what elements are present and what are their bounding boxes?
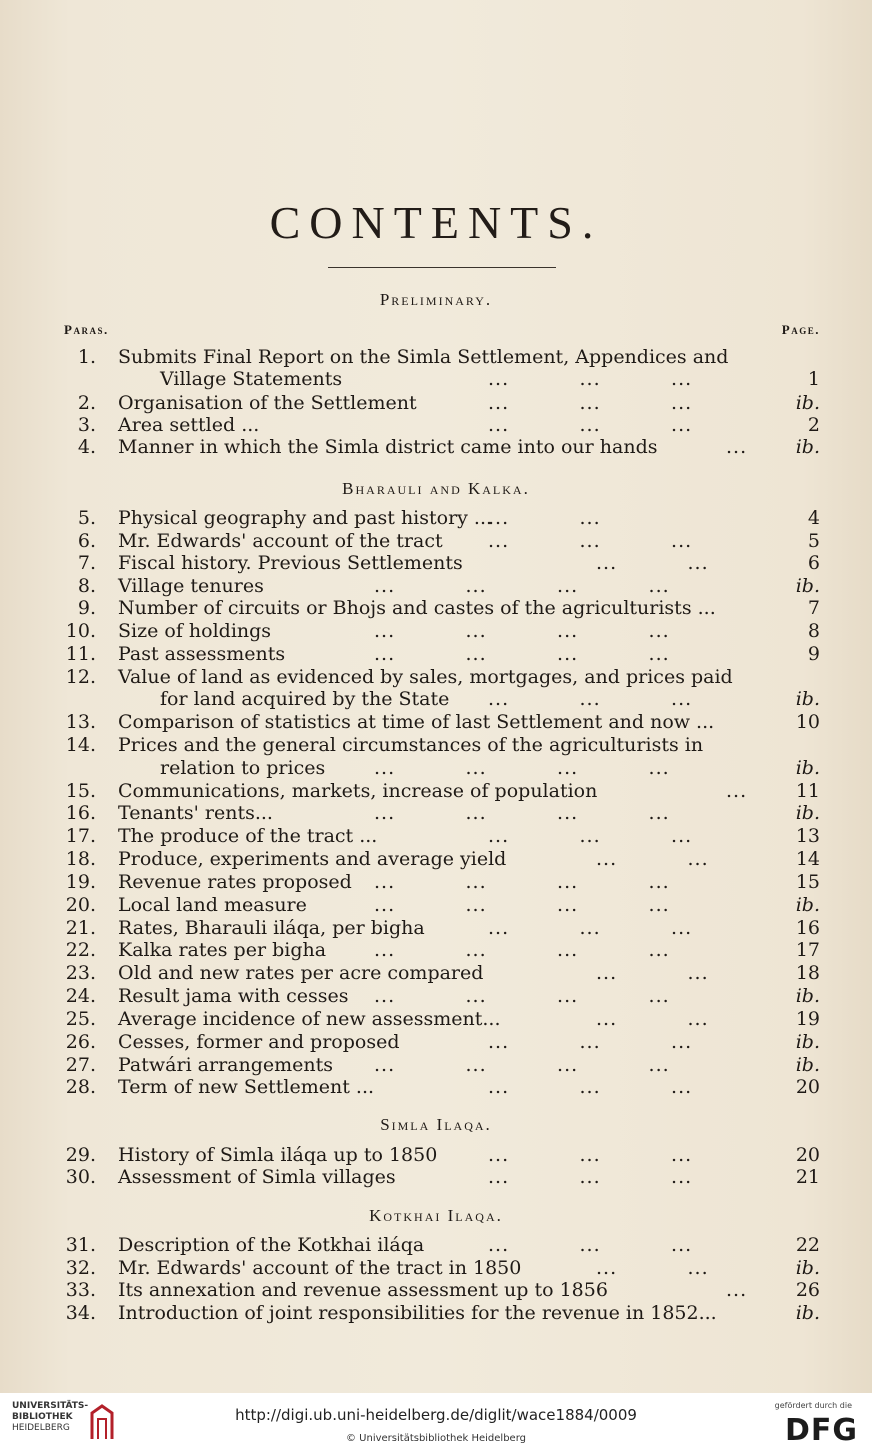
leader-dots: ... ... [596, 962, 709, 984]
para-number: 18. [65, 848, 96, 870]
contents-entry [0, 436, 872, 458]
leader-dots: ... ... ... ... [374, 643, 670, 665]
page-number: 20 [795, 1076, 820, 1098]
entry-text: Its annexation and revenue assessment up to 1856 [118, 1279, 608, 1301]
contents-entry [0, 597, 872, 619]
contents-entry [0, 1166, 872, 1188]
leader-dots: ... ... ... ... [374, 871, 670, 893]
page-column-heading: Page. [781, 322, 820, 337]
contents-entry [0, 1234, 872, 1256]
leader-dots: ... ... ... ... [374, 985, 670, 1007]
leader-dots: ... ... ... [488, 530, 693, 552]
page-number: 15 [795, 871, 820, 893]
para-number: 28. [65, 1076, 96, 1098]
contents-entry [0, 825, 872, 847]
para-number: 30. [65, 1166, 96, 1188]
entry-text: Produce, experiments and average yield [118, 848, 507, 870]
entry-text: Description of the Kotkhai iláqa [118, 1234, 425, 1256]
contents-entry [0, 552, 872, 574]
para-number: 16. [65, 802, 96, 824]
contents-entry [0, 802, 872, 824]
contents-entry [0, 1008, 872, 1030]
leader-dots: ... ... ... [488, 1031, 693, 1053]
contents-entry [0, 1031, 872, 1053]
leader-dots: ... ... ... [488, 1144, 693, 1166]
entry-text: The produce of the tract ... [118, 825, 378, 847]
entry-text: Organisation of the Settlement [118, 392, 417, 414]
para-number: 10. [65, 620, 96, 642]
page-title: CONTENTS. [269, 197, 603, 248]
entry-text: Number of circuits or Bhojs and castes of the agriculturists ... [118, 597, 716, 619]
contents-entry [0, 620, 872, 642]
contents-entry [0, 848, 872, 870]
entry-text: Communications, markets, increase of population [118, 780, 598, 802]
page-number: 17 [795, 939, 820, 961]
para-number: 7. [77, 552, 96, 574]
contents-entry [0, 780, 872, 802]
entry-text: Past assessments [118, 643, 286, 665]
leader-dots: ... ... ... [488, 414, 693, 436]
entry-text: Area settled ... [118, 414, 260, 436]
leader-dots: ... ... ... ... [374, 894, 670, 916]
leader-dots: ... ... ... ... [374, 575, 670, 597]
funded-by-text: gefördert durch die [774, 1401, 852, 1410]
leader-dots: ... ... ... [488, 1166, 693, 1188]
page-number: ib. [795, 688, 820, 710]
entry-text: Local land measure [118, 894, 307, 916]
page-number: 21 [795, 1166, 820, 1188]
leader-dots: ... ... [596, 848, 709, 870]
entry-text: Physical geography and past history ... [118, 507, 493, 529]
page-number: ib. [795, 1302, 820, 1324]
leader-dots: ... ... ... [488, 1076, 693, 1098]
entry-text: Comparison of statistics at time of last Settlement and now ... [118, 711, 715, 733]
para-number: 27. [65, 1054, 96, 1076]
page-number: 16 [795, 917, 820, 939]
page-number: 8 [807, 620, 820, 642]
leader-dots: ... ... [488, 507, 601, 529]
leader-dots: ... ... ... [488, 392, 693, 414]
leader-dots: ... ... ... ... [374, 757, 670, 779]
page-number: 19 [795, 1008, 820, 1030]
page-number: ib. [795, 1257, 820, 1279]
entry-text: Introduction of joint responsibilities for the revenue in 1852... [118, 1302, 717, 1324]
page-number: 11 [795, 780, 820, 802]
entry-text: Mr. Edwards' account of the tract [118, 530, 443, 552]
entry-text: History of Simla iláqa up to 1850 [118, 1144, 438, 1166]
leader-dots: ... ... ... ... [374, 939, 670, 961]
contents-entry [0, 1302, 872, 1324]
page-number: 20 [795, 1144, 820, 1166]
section-heading-preliminary: Preliminary. [379, 290, 493, 309]
entry-text: Rates, Bharauli iláqa, per bigha [118, 917, 425, 939]
para-number: 6. [77, 530, 96, 552]
library-logo-text: UNIVERSITÄTS- BIBLIOTHEK HEIDELBERG [12, 1401, 89, 1433]
entry-text: Prices and the general circumstances of the agriculturists in [118, 734, 704, 756]
entry-text: Kalka rates per bigha [118, 939, 327, 961]
para-number: 22. [65, 939, 96, 961]
page-number: 14 [795, 848, 820, 870]
page-number: 10 [795, 711, 820, 733]
leader-dots: ... ... [596, 552, 709, 574]
leader-dots: ... ... [596, 1008, 709, 1030]
leader-dots: ... ... ... ... [374, 1054, 670, 1076]
contents-entry [0, 939, 872, 961]
para-number: 24. [65, 985, 96, 1007]
page-number: ib. [795, 802, 820, 824]
leader-dots: ... ... ... ... [374, 620, 670, 642]
page-number: ib. [795, 757, 820, 779]
section-heading-bharauli-kalka: Bharauli and Kalka. [342, 479, 530, 498]
page-number: ib. [795, 575, 820, 597]
page-number: 6 [807, 552, 820, 574]
para-number: 29. [65, 1144, 96, 1166]
page-number: 26 [795, 1279, 820, 1301]
para-number: 4. [77, 436, 96, 458]
entry-text: Revenue rates proposed [118, 871, 352, 893]
leader-dots: ... [726, 436, 748, 458]
page-number: ib. [795, 392, 820, 414]
entry-text: Value of land as evidenced by sales, mortgages, and prices paid [118, 666, 733, 688]
entry-text: for land acquired by the State [160, 688, 450, 710]
para-number: 8. [77, 575, 96, 597]
entry-text: Village Statements [160, 368, 343, 390]
contents-entry [0, 1144, 872, 1166]
para-number: 21. [65, 917, 96, 939]
para-number: 33. [65, 1279, 96, 1301]
para-number: 32. [65, 1257, 96, 1279]
page-number: ib. [795, 436, 820, 458]
contents-entry [0, 368, 872, 390]
entry-text: Village tenures [118, 575, 264, 597]
contents-entry [0, 507, 872, 529]
para-number: 12. [65, 666, 96, 688]
page-number: 22 [795, 1234, 820, 1256]
para-number: 23. [65, 962, 96, 984]
entry-text: Manner in which the Simla district came into our hands [118, 436, 658, 458]
leader-dots: ... ... ... [488, 917, 693, 939]
leader-dots: ... ... ... [488, 1234, 693, 1256]
page-number: 1 [807, 368, 820, 390]
entry-text: Fiscal history. Previous Settlements [118, 552, 463, 574]
page-number: ib. [795, 894, 820, 916]
contents-entry [0, 1076, 872, 1098]
para-number: 1. [77, 346, 96, 368]
entry-text: relation to prices [160, 757, 326, 779]
page-number: 2 [807, 414, 820, 436]
para-number: 19. [65, 871, 96, 893]
para-number: 34. [65, 1302, 96, 1324]
section-heading-simla-ilaqa: Simla Ilaqa. [380, 1115, 492, 1134]
contents-entry [0, 871, 872, 893]
entry-text: Submits Final Report on the Simla Settlement, Appendices and [118, 346, 729, 368]
para-number: 15. [65, 780, 96, 802]
page-number: ib. [795, 1054, 820, 1076]
section-heading-kotkhai-ilaqa: Kotkhai Ilaqa. [369, 1206, 503, 1225]
entry-text: Term of new Settlement ... [118, 1076, 375, 1098]
para-number: 3. [77, 414, 96, 436]
copyright-text: © Universitätsbibliothek Heidelberg [345, 1433, 526, 1444]
contents-entry [0, 346, 872, 368]
contents-entry [0, 575, 872, 597]
para-number: 31. [65, 1234, 96, 1256]
contents-entry [0, 985, 872, 1007]
leader-dots: ... [726, 1279, 748, 1301]
para-number: 13. [65, 711, 96, 733]
title-rule [328, 267, 556, 268]
para-number: 2. [77, 392, 96, 414]
page-number: 7 [807, 597, 820, 619]
contents-entry [0, 392, 872, 414]
entry-text: Mr. Edwards' account of the tract in 1850 [118, 1257, 522, 1279]
entry-text: Cesses, former and proposed [118, 1031, 400, 1053]
para-number: 14. [65, 734, 96, 756]
contents-entry [0, 711, 872, 733]
para-number: 11. [65, 643, 96, 665]
entry-text: Tenants' rents... [118, 802, 273, 824]
contents-entry [0, 894, 872, 916]
contents-entry [0, 757, 872, 779]
permalink-url[interactable]: http://digi.ub.uni-heidelberg.de/diglit/wace1884/0009 [235, 1406, 637, 1424]
para-number: 25. [65, 1008, 96, 1030]
para-number: 5. [77, 507, 96, 529]
contents-entry [0, 734, 872, 756]
page-number: 4 [807, 507, 820, 529]
contents-entry [0, 1279, 872, 1301]
entry-text: Average incidence of new assessment... [118, 1008, 501, 1030]
footer-bar [0, 1393, 872, 1455]
dfg-logo: DFG [784, 1413, 858, 1448]
para-number: 20. [65, 894, 96, 916]
leader-dots: ... [726, 780, 748, 802]
page-number: 9 [807, 643, 820, 665]
entry-text: Old and new rates per acre compared [118, 962, 484, 984]
contents-entry [0, 962, 872, 984]
contents-entry [0, 530, 872, 552]
entry-text: Assessment of Simla villages [118, 1166, 396, 1188]
page-number: 5 [807, 530, 820, 552]
contents-entry [0, 917, 872, 939]
leader-dots: ... ... ... ... [374, 802, 670, 824]
para-number: 9. [77, 597, 96, 619]
page-number: ib. [795, 985, 820, 1007]
contents-entry [0, 643, 872, 665]
para-number: 17. [65, 825, 96, 847]
contents-entry [0, 666, 872, 688]
contents-entry [0, 688, 872, 710]
entry-text: Patwári arrangements [118, 1054, 334, 1076]
entry-text: Size of holdings [118, 620, 272, 642]
contents-entry [0, 1054, 872, 1076]
entry-text: Result jama with cesses [118, 985, 349, 1007]
page-number: ib. [795, 1031, 820, 1053]
para-number: 26. [65, 1031, 96, 1053]
page-number: 13 [795, 825, 820, 847]
leader-dots: ... ... ... [488, 368, 693, 390]
contents-entry [0, 414, 872, 436]
paras-column-heading: Paras. [64, 322, 109, 337]
contents-entry [0, 1257, 872, 1279]
leader-dots: ... ... ... [488, 825, 693, 847]
leader-dots: ... ... ... [488, 688, 693, 710]
page-number: 18 [795, 962, 820, 984]
leader-dots: ... ... [596, 1257, 709, 1279]
